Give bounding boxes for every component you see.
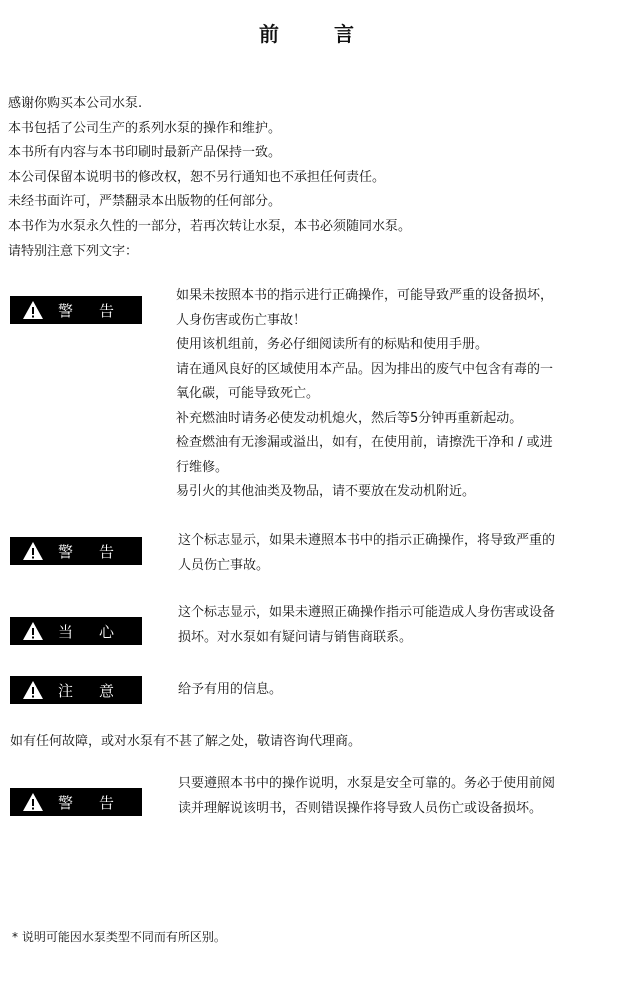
warning-line: 读并理解说该明书，否则错误操作将导致人员伤亡或设备损坏。 [178,800,543,816]
note-text [178,678,618,703]
warning-label: 警告 [58,542,141,561]
warning-line: 这个标志显示，如果未遵照本书中的指示正确操作，将导致严重的 [178,533,556,548]
intro-line: 本公司保留本说明书的修改权，恕不另行通知也不承担任何责任。 [8,169,386,185]
warning-triangle-icon [22,680,44,700]
warning-triangle-icon [22,300,44,320]
warning-triangle-icon [22,541,44,561]
warning-line: 请在通风良好的区域使用本产品。因为排出的废气中包含有毒的一 [176,361,554,377]
warning-badge [10,537,142,565]
warning-text [176,284,616,505]
fault-notice: 如有任何故障，或对水泵有不甚了解之处，敬请咨询代理商。 [10,734,362,749]
warning-line: 行维修。 [176,459,229,475]
intro-line: 未经书面许可，严禁翻录本出版物的任何部分。 [8,194,282,210]
warning-label: 警告 [58,301,141,320]
warning-line: 只要遵照本书中的操作说明，水泵是安全可靠的。务必于使用前阅 [178,776,556,791]
warning-text [178,772,618,821]
intro-line: 本书所有内容与本书印刷时最新产品保持一致。 [8,145,282,161]
caution-label: 当心 [58,622,141,641]
intro-line: 请特别注意下列文字： [8,243,139,259]
warning-triangle-icon [22,792,44,812]
warning-line: 使用该机组前，务必仔细阅读所有的标贴和使用手册。 [176,337,489,352]
warning-line: 补充燃油时请务必使发动机熄火，然后等5分钟再重新起动。 [176,410,523,426]
warning-line: 检查燃油有无渗漏或溢出，如有，在使用前，请擦洗干净和 / 或进 [176,435,553,450]
intro-section [8,92,620,264]
warning-line: 人员伤亡事故。 [178,557,270,573]
warning-badge [10,296,142,324]
page-title: 前 言 [259,22,378,46]
caution-line: 这个标志显示，如果未遵照正确操作指示可能造成人身伤害或设备 [178,605,556,620]
caution-text [178,601,618,650]
note-line: 给予有用的信息。 [178,682,283,697]
warning-line: 人身伤害或伤亡事故！ [176,312,307,328]
warning-line: 易引火的其他油类及物品，请不要放在发动机附近。 [176,484,476,499]
intro-line: 本书包括了公司生产的系列水泵的操作和维护。 [8,120,282,136]
warning-text [178,529,618,578]
intro-line: 本书作为水泵永久性的一部分，若再次转让水泵，本书必须随同水泵。 [8,218,412,234]
warning-label: 警告 [58,793,141,812]
footnote: * 说明可能因水泵类型不同而有所区别。 [12,930,226,944]
caution-badge [10,617,142,645]
warning-line: 氧化碳，可能导致死亡。 [176,386,320,401]
caution-line: 损坏。对水泵如有疑问请与销售商联系。 [178,629,413,645]
note-badge [10,676,142,704]
note-label: 注意 [58,681,141,700]
intro-line: 感谢你购买本公司水泵. [8,96,143,111]
warning-line: 如果未按照本书的指示进行正确操作，可能导致严重的设备损坏， [176,288,554,303]
warning-badge [10,788,142,816]
warning-triangle-icon [22,621,44,641]
